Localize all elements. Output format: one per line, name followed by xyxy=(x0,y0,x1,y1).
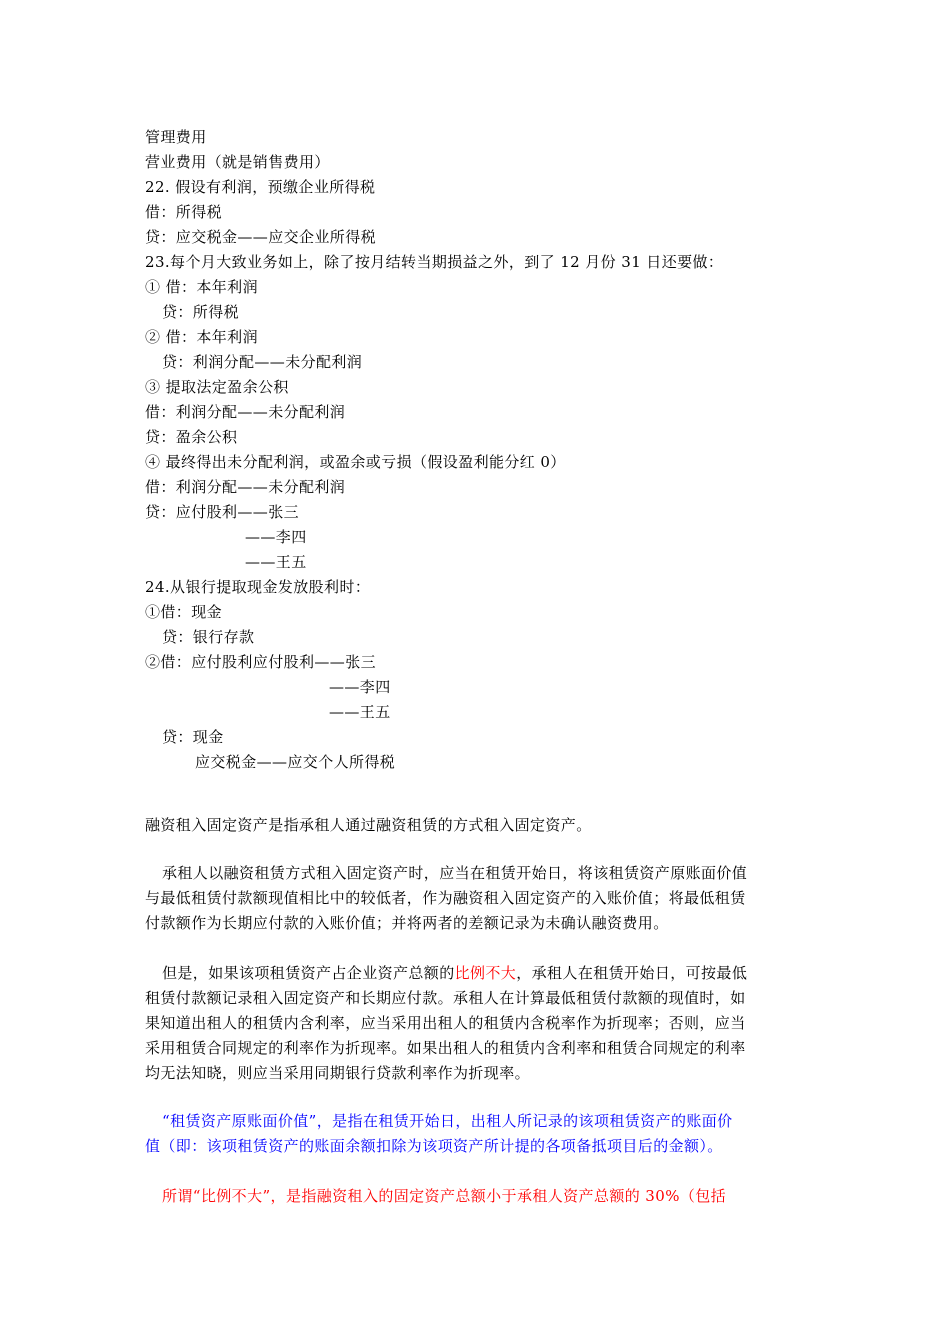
text-line: ——王五 xyxy=(329,703,391,721)
text-line: 贷：盈余公积 xyxy=(145,428,238,446)
paragraph-line xyxy=(145,961,809,986)
text-line: 23.每个月大致业务如上，除了按月结转当期损益之外，到了 12 月份 31 日还要做： xyxy=(145,253,724,271)
text-line: ——李四 xyxy=(329,678,391,696)
paragraph-line: 承租人以融资租赁方式租入固定资产时，应当在租赁开始日，将该租赁资产原账面价值 xyxy=(162,864,748,882)
text-line: ①借：现金 xyxy=(145,603,223,621)
paragraph-proportion-definition xyxy=(145,1184,809,1209)
paragraph-line: 与最低租赁付款额现值相比中的较低者，作为融资租入固定资产的入账价值；将最低租赁 xyxy=(145,889,746,907)
paragraph-text: ，承租人在租赁开始日，可按最低 xyxy=(516,964,748,982)
text-line: ② 借：本年利润 xyxy=(145,328,258,346)
paragraph-line: 均无法知晓，则应当采用同期银行贷款利率作为折现率。 xyxy=(145,1064,531,1082)
paragraph-line: 果知道出租人的租赁内含利率，应当采用出租人的租赁内含税率作为折现率；否则，应当 xyxy=(145,1014,746,1032)
text-line: ③ 提取法定盈余公积 xyxy=(145,378,289,396)
text-line: 24.从银行提取现金发放股利时： xyxy=(145,578,371,596)
paragraph-line: 融资租入固定资产是指承租人通过融资租赁的方式租入固定资产。 xyxy=(145,816,592,834)
paragraph-line: 采用租赁合同规定的利率作为折现率。如果出租人的租赁内含利率和租赁合同规定的利率 xyxy=(145,1039,746,1057)
text-line: 借：利润分配——未分配利润 xyxy=(145,403,346,421)
text-line: 贷：应付股利——张三 xyxy=(145,503,300,521)
paragraph-book-value-definition xyxy=(145,1109,809,1159)
text-line: ②借：应付股利应付股利——张三 xyxy=(145,653,377,671)
text-line: ——王五 xyxy=(245,553,307,571)
paragraph-line: 付款额作为长期应付款的入账价值；并将两者的差额记录为未确认融资费用。 xyxy=(145,914,669,932)
text-line: ④ 最终得出未分配利润，或盈余或亏损（假设盈利能分红 0） xyxy=(145,453,566,471)
text-line: 贷：所得税 xyxy=(162,303,240,321)
paragraph-line: “租赁资产原账面价值”，是指在租赁开始日，出租人所记录的该项租赁资产的账面价 xyxy=(162,1112,733,1130)
paragraph-line: 租赁付款额记录租入固定资产和长期应付款。承租人在计算最低租赁付款额的现值时，如 xyxy=(145,989,746,1007)
text-line: 借：所得税 xyxy=(145,203,223,221)
text-line: ① 借：本年利润 xyxy=(145,278,258,296)
text-line: 贷：利润分配——未分配利润 xyxy=(162,353,363,371)
text-line: 贷：应交税金——应交企业所得税 xyxy=(145,228,377,246)
text-line: 应交税金——应交个人所得税 xyxy=(195,753,396,771)
emphasis-red-text: 比例不大 xyxy=(454,964,517,982)
paragraph-text: 但是，如果该项租赁资产占企业资产总额的 xyxy=(162,964,455,982)
paragraph-line: 值（即：该项租赁资产的账面余额扣除为该项资产所计提的各项备抵项目后的金额）。 xyxy=(145,1137,723,1155)
paragraph-line: 所谓“比例不大”，是指融资租入的固定资产总额小于承租人资产总额的 30%（包括 xyxy=(162,1187,727,1205)
text-line: 贷：银行存款 xyxy=(162,628,255,646)
paragraph-small-proportion xyxy=(145,961,809,1086)
text-line: 贷：现金 xyxy=(162,728,224,746)
text-line: 营业费用（就是销售费用） xyxy=(145,153,330,171)
paragraph-definition xyxy=(145,813,809,838)
text-line: 管理费用 xyxy=(145,128,207,146)
paragraph-lessee-recognition xyxy=(145,861,809,936)
text-line: 借：利润分配——未分配利润 xyxy=(145,478,346,496)
text-line: ——李四 xyxy=(245,528,307,546)
text-line: 22. 假设有利润，预缴企业所得税 xyxy=(145,178,376,196)
